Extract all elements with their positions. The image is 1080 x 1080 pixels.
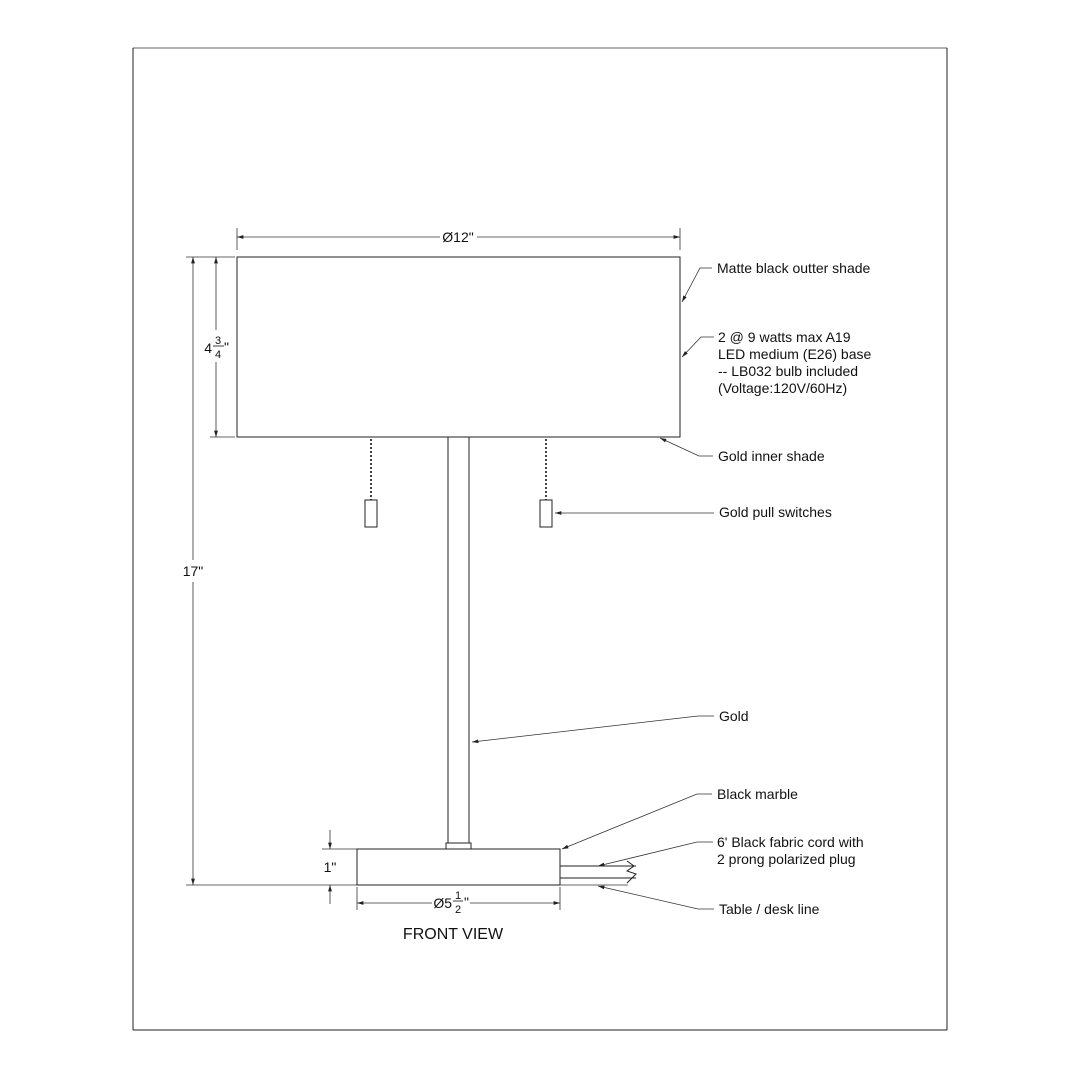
callout-inner-shade: Gold inner shade xyxy=(718,448,825,464)
leader-lines xyxy=(472,268,714,909)
callout-bulb-line3: -- LB032 bulb included xyxy=(718,363,859,379)
shade-height-dimension xyxy=(210,257,235,437)
callout-pull-switches: Gold pull switches xyxy=(719,504,832,520)
callout-bulb-line2: LED medium (E26) base xyxy=(718,346,872,362)
base-diameter-denominator: 2 xyxy=(454,904,462,916)
callout-outer-shade: Matte black outter shade xyxy=(717,260,871,276)
callout-stem: Gold xyxy=(719,708,749,724)
base-diameter-label xyxy=(433,890,469,916)
callout-bulb-line4: (Voltage:120V/60Hz) xyxy=(718,380,848,396)
overall-height-label: 17" xyxy=(182,563,204,579)
shade-height-whole: 4 xyxy=(204,340,212,356)
callout-cord-line1: 6' Black fabric cord with xyxy=(717,834,864,850)
base-diameter-unit: " xyxy=(464,894,469,910)
shade-width-label: Ø12" xyxy=(442,229,474,245)
callout-cord-line2: 2 prong polarized plug xyxy=(717,851,856,867)
base-diameter-numerator: 1 xyxy=(454,890,462,902)
callout-table-line: Table / desk line xyxy=(719,901,820,917)
drawing-frame xyxy=(133,48,947,1030)
callout-bulb-line1: 2 @ 9 watts max A19 xyxy=(718,329,851,345)
lamp-shade xyxy=(237,257,680,437)
lamp-stem xyxy=(446,437,471,849)
shade-height-denominator: 4 xyxy=(214,349,222,361)
base-diameter-prefix: Ø5 xyxy=(433,895,452,911)
shade-height-numerator: 3 xyxy=(214,335,222,347)
callout-base: Black marble xyxy=(717,786,798,802)
power-cord xyxy=(560,861,636,883)
pull-switch-right xyxy=(540,439,552,527)
shade-height-unit: " xyxy=(224,339,229,355)
pull-switch-left xyxy=(365,439,377,527)
view-label: FRONT VIEW xyxy=(402,926,504,943)
lamp-base xyxy=(357,849,560,885)
shade-height-label xyxy=(204,335,229,361)
base-height-label: 1" xyxy=(323,859,337,875)
